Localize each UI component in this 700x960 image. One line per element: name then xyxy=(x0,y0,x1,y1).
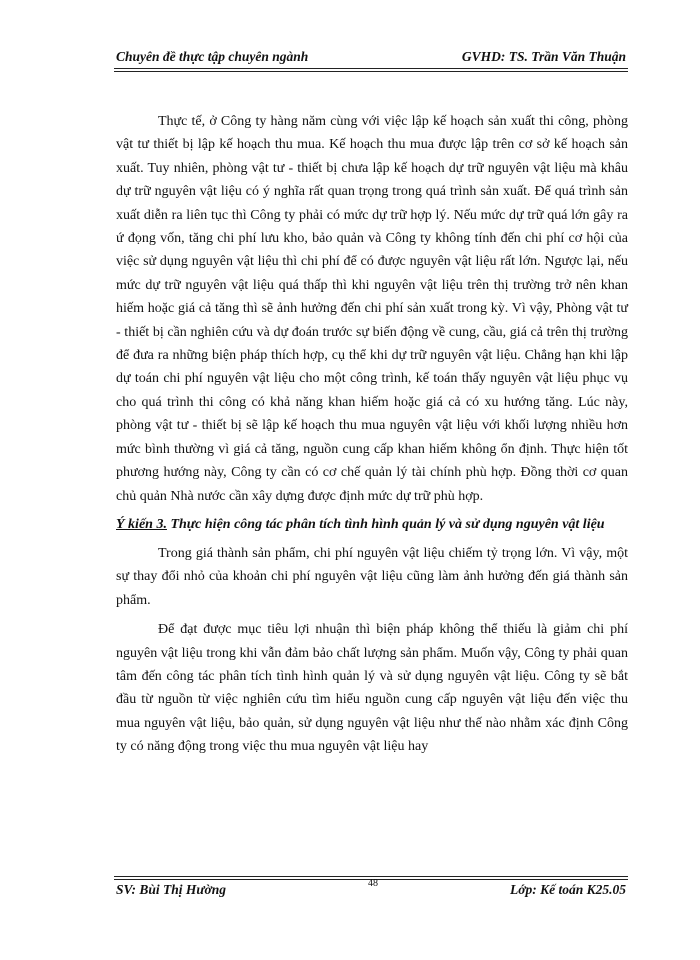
footer-class: Lớp: Kế toán K25.05 xyxy=(510,882,626,897)
header-advisor: GVHD: TS. Trần Văn Thuận xyxy=(461,49,626,64)
paragraph-3: Để đạt được mục tiêu lợi nhuận thì biện pháp không thể thiếu là giảm chi phí nguyên vật liệu trong khi vẫn đảm bảo chất lượng sản phẩm. Muốn vậy, Công ty phải quan tâm đến công tác phân tích tình hình quản lý và sử dụng nguyên vật liệu. Công ty sẽ bắt đầu từ nguồn từ việc nghiên cứu tìm hiểu nguồn cung cấp nguyên vật liệu đến việc thu mua nguyên vật liệu, bảo quản, sử dụng nguyên vật liệu như thế nào nhằm xác định Công ty có năng động trong việc thu mua nguyên vật liệu hay xyxy=(116,622,628,755)
paragraph-2: Trong giá thành sản phẩm, chi phí nguyên vật liệu chiếm tỷ trọng lớn. Vì vậy, một sự thay đổi nhỏ của khoản chi phí nguyên vật liệu cũng làm ảnh hưởng đến giá thành sản phẩm. xyxy=(116,545,628,608)
header-title: Chuyên đề thực tập chuyên ngành xyxy=(116,49,309,64)
paragraph-1: Thực tế, ở Công ty hàng năm cùng với việc lập kế hoạch sản xuất thi công, phòng vật tư thiết bị lập kế hoạch thu mua. Kế hoạch thu mua được lập trên cơ sở kế hoạch sản xuất. Tuy nhiên, phòng vật tư - thiết bị chưa lập kế hoạch dự trữ nguyên vật liệu mà khâu dự trữ nguyên vật liệu có ý nghĩa rất quan trọng trong quá trình sản xuất. Để quá trình sản xuất diễn ra liên tục thì Công ty phải có mức dự trữ hợp lý. Nếu mức dự trữ quá lớn gây ra ứ đọng vốn, tăng chi phí lưu kho, bảo quản và Công ty không tính đến chi phí cơ hội của việc sử dụng nguyên vật liệu thì chi phí để có được nguyên vật liệu rất lớn. Ngược lại, nếu mức dự trữ nguyên vật liệu quá thấp thì khi nguyên vật liệu trên thị trường trở nên khan hiếm hoặc giá cả tăng thì sẽ ảnh hưởng đến chi phí sản xuất trong kỳ. Vì vậy, Phòng vật tư - thiết bị cần nghiên cứu và dự đoán trước sự biến động về cung, cầu, giá cả trên thị trường để đưa ra những biện pháp thích hợp, cụ thể khi dự trữ nguyên vật liệu. Chẳng hạn khi lập dự toán chi phí nguyên vật liệu cho một công trình, kế toán thấy nguyên vật liệu phục vụ cho quá trình thi công có khả năng khan hiếm hoặc giá cả có xu hướng tăng. Lúc này, phòng vật tư - thiết bị sẽ lập kế hoạch thu mua nguyên vật liệu với khối lượng nhiều hơn mức bình thường vì giá cả tăng, nguồn cung cấp khan hiếm không ổn định. Thực hiện tốt phương hướng này, Công ty cần có cơ chế quản lý tài chính phù hợp. Đồng thời cơ quan chủ quản Nhà nước cần xây dựng được định mức dự trữ phù hợp. xyxy=(116,114,628,504)
page-body xyxy=(116,110,628,759)
section-heading xyxy=(116,514,628,536)
page-number: 48 xyxy=(368,878,378,889)
footer-student: SV: Bùi Thị Hường xyxy=(116,882,226,897)
page-footer xyxy=(116,878,626,902)
page-header xyxy=(116,47,626,69)
header-rule xyxy=(114,68,628,72)
section-heading-text: Thực hiện công tác phân tích tình hình quản lý và sử dụng nguyên vật liệu xyxy=(166,516,605,532)
section-heading-label: Ý kiến 3. xyxy=(116,516,167,532)
